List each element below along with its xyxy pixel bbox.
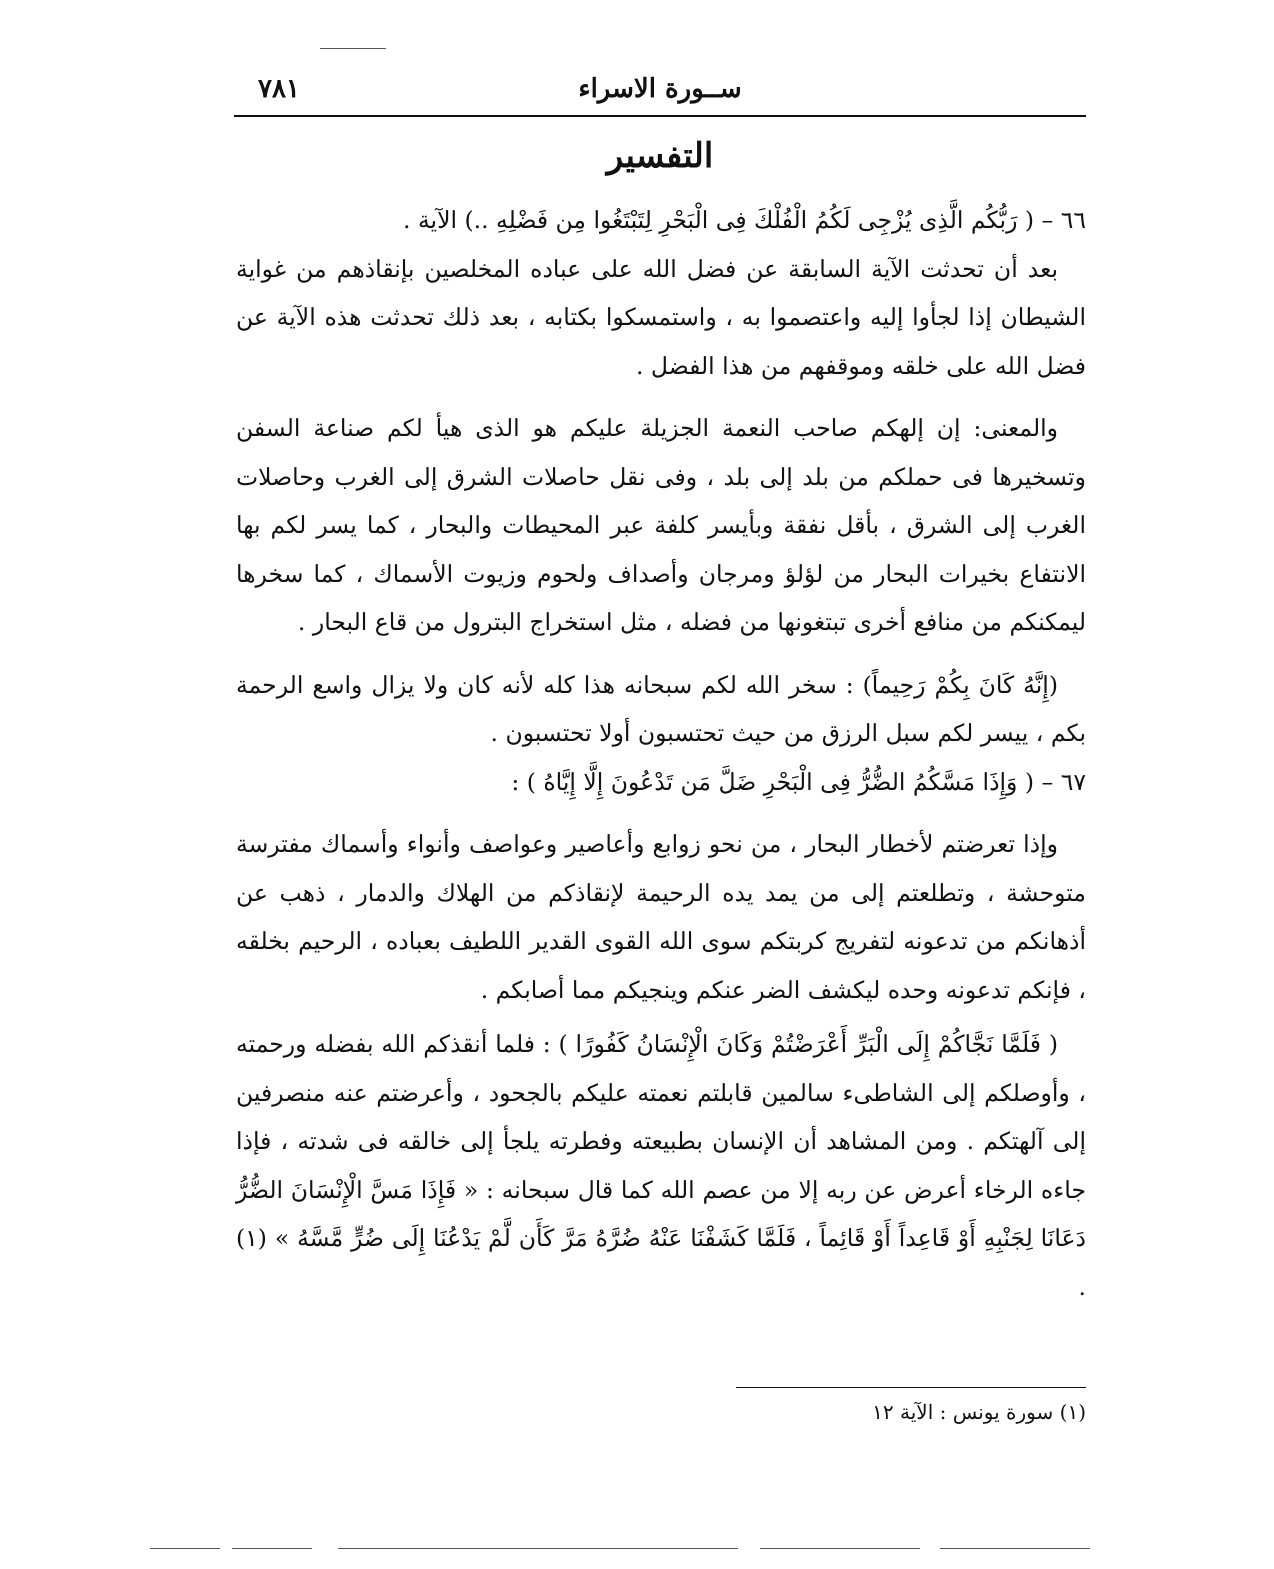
header-rule: [234, 115, 1086, 117]
paragraph-meaning: والمعنى: إن إلهكم صاحب النعمة الجزيلة عليكم هو الذى هيأ لكم صناعة السفن وتسخيرها فى حملكم من بلد إلى بلد ، وفى نقل حاصلات الشرق إلى الغرب وحاصلات الغرب إلى الشرق ، بأقل نفقة وبأيسر كلفة عبر المحيطات والبحار ، كما يسر لكم بها الانتفاع بخيرات البحار من لؤلؤ ومرجان وأصداف ولحوم وزيوت الأسماك ، كما سخرها ليمكنكم من منافع أخرى تبتغونها من فضله ، مثل استخراج البترول من قاع البحار .: [236, 414, 1086, 636]
section-title: التفسير: [606, 136, 714, 176]
surah-title: ســورة الاسراء: [578, 74, 742, 104]
running-header: [234, 72, 1086, 112]
scan-mark: [150, 1548, 220, 1549]
footnote: (١) سورة يونس : الآية ١٢: [872, 1400, 1086, 1424]
body-text: [236, 196, 1086, 1311]
scan-mark: [232, 1548, 312, 1549]
paragraph-dangers: وإذا تعرضتم لأخطار البحار ، من نحو زوابع وأعاصير وعواصف وأنواء وأسماك مفترسة متوحشة ، وتطلعتم إلى من يمد يده الرحيمة لإنقاذكم من الهلاك والدمار ، ذهب عن أذهانكم من تدعونه لتفريج كربتكم سوى الله القوى القدير اللطيف بعباده ، الرحيم بخلقه ، فإنكم تدعونه وحده ليكشف الضر عنكم وينجيكم مما أصابكم .: [236, 830, 1086, 1004]
scan-mark: [940, 1548, 1090, 1549]
verse-67-heading: ٦٧ – ( وَإِذَا مَسَّكُمُ الضُّرُّ فِى الْبَحْرِ ضَلَّ مَن تَدْعُونَ إِلَّا إِيَّاهُ ) :: [511, 767, 1086, 796]
paragraph-ingratitude: ( فَلَمَّا نَجَّاكُمْ إِلَى الْبَرِّ أَعْرَضْتُمْ وَكَانَ الْإِنْسَانُ كَفُورًا ) : فلما أنقذكم الله بفضله ورحمته ، وأوصلكم إلى الشاطىء سالمين قابلتم نعمته عليكم بالجحود ، وأعرضتم عنه منصرفين إلى آلهتكم . ومن المشاهد أن الإنسان بطبيعته وفطرته يلجأ إلى خالقه فى شدته ، فإذا جاءه الرخاء أعرض عن ربه إلا من عصم الله كما قال سبحانه : « فَإِذَا مَسَّ الْإِنْسَانَ الضُّرُّ دَعَانَا لِجَنْبِهِ أَوْ قَاعِداً أَوْ قَائِماً ، فَلَمَّا كَشَفْنَا عَنْهُ ضُرَّهُ مَرَّ كَأَن لَّمْ يَدْعُنَا إِلَى ضُرٍّ مَّسَّهُ » (١) .: [236, 1030, 1086, 1301]
scan-mark: [320, 48, 386, 49]
scan-mark: [338, 1548, 738, 1549]
page-number: ٧٨١: [258, 74, 300, 104]
scan-mark: [760, 1548, 920, 1549]
paragraph-intro: بعد أن تحدثت الآية السابقة عن فضل الله على عباده المخلصين بإنقاذهم من غواية الشيطان إذا لجأوا إليه واعتصموا به ، واستمسكوا بكتابه ، بعد ذلك تحدثت هذه الآية عن فضل الله على خلقه وموقفهم من هذا الفضل .: [236, 254, 1086, 380]
paragraph-mercy: (إِنَّهُ كَانَ بِكُمْ رَحِيماً) : سخر الله لكم سبحانه هذا كله لأنه كان ولا يزال واسع الرحمة بكم ، ييسر لكم سبل الرزق من حيث تحتسبون أولا تحتسبون .: [236, 670, 1086, 747]
footnote-rule: [736, 1387, 1086, 1388]
verse-66-heading: ٦٦ – ( رَبُّكُم الَّذِى يُزْجِى لَكُمُ الْفُلْكَ فِى الْبَحْرِ لِتَبْتَغُوا مِن فَضْلِهِ ..) الآية .: [403, 206, 1086, 234]
